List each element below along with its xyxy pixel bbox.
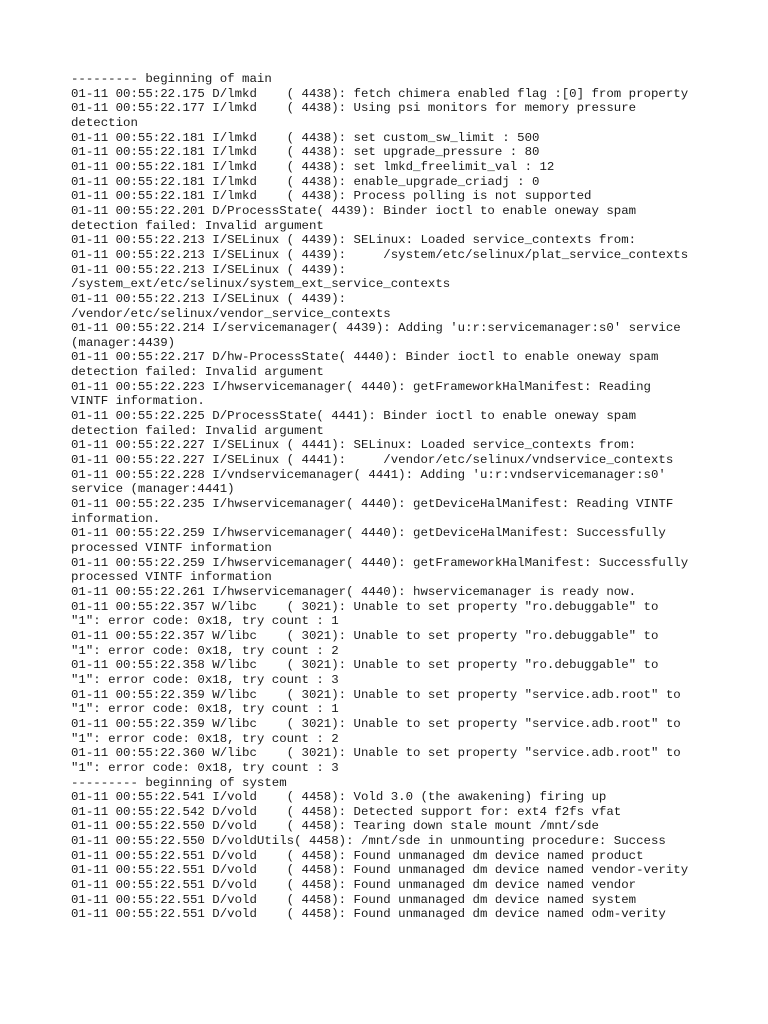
log-line: 01-11 00:55:22.181 I/lmkd ( 4438): set lmkd_freelimit_val : 12 bbox=[71, 159, 555, 174]
log-line: 01-11 00:55:22.227 I/SELinux ( 4441): SELinux: Loaded service_contexts from: bbox=[71, 438, 637, 453]
log-line: 01-11 00:55:22.357 W/libc ( 3021): Unable to set property "ro.debuggable" to bbox=[71, 599, 659, 614]
log-line: "1": error code: 0x18, try count : 2 bbox=[71, 731, 339, 746]
log-line: 01-11 00:55:22.217 D/hw-ProcessState( 4440): Binder ioctl to enable oneway spam bbox=[71, 350, 659, 365]
log-line: 01-11 00:55:22.551 D/vold ( 4458): Found unmanaged dm device named product bbox=[71, 848, 644, 863]
log-line: /vendor/etc/selinux/vendor_service_contexts bbox=[71, 306, 391, 321]
log-line: 01-11 00:55:22.357 W/libc ( 3021): Unable to set property "ro.debuggable" to bbox=[71, 628, 659, 643]
log-line: 01-11 00:55:22.551 D/vold ( 4458): Found unmanaged dm device named odm-verity bbox=[71, 907, 666, 922]
log-line: 01-11 00:55:22.213 I/SELinux ( 4439): bbox=[71, 262, 347, 277]
log-line: 01-11 00:55:22.228 I/vndservicemanager( 4441): Adding 'u:r:vndservicemanager:s0' bbox=[71, 467, 666, 482]
log-line: 01-11 00:55:22.550 D/voldUtils( 4458): /mnt/sde in unmounting procedure: Success bbox=[71, 834, 666, 849]
log-line: 01-11 00:55:22.181 I/lmkd ( 4438): enable_upgrade_criadj : 0 bbox=[71, 174, 540, 189]
log-line: (manager:4439) bbox=[71, 335, 176, 350]
log-line: 01-11 00:55:22.259 I/hwservicemanager( 4440): getDeviceHalManifest: Successfully bbox=[71, 526, 666, 541]
log-line: service (manager:4441) bbox=[71, 482, 235, 497]
log-line: 01-11 00:55:22.181 I/lmkd ( 4438): set upgrade_pressure : 80 bbox=[71, 145, 540, 160]
log-line: 01-11 00:55:22.359 W/libc ( 3021): Unable to set property "service.adb.root" to bbox=[71, 716, 681, 731]
log-line: 01-11 00:55:22.261 I/hwservicemanager( 4440): hwservicemanager is ready now. bbox=[71, 584, 637, 599]
log-line: 01-11 00:55:22.359 W/libc ( 3021): Unable to set property "service.adb.root" to bbox=[71, 687, 681, 702]
log-line: 01-11 00:55:22.541 I/vold ( 4458): Vold 3.0 (the awakening) firing up bbox=[71, 790, 607, 805]
log-line: processed VINTF information bbox=[71, 570, 272, 585]
log-line: --------- beginning of main bbox=[71, 72, 272, 86]
log-line: "1": error code: 0x18, try count : 1 bbox=[71, 614, 339, 629]
log-line: "1": error code: 0x18, try count : 3 bbox=[71, 760, 339, 775]
log-line: --------- beginning of system bbox=[71, 775, 287, 790]
log-line: 01-11 00:55:22.181 I/lmkd ( 4438): set custom_sw_limit : 500 bbox=[71, 130, 540, 145]
log-line: detection bbox=[71, 115, 138, 130]
log-line: information. bbox=[71, 511, 161, 526]
log-line: 01-11 00:55:22.235 I/hwservicemanager( 4440): getDeviceHalManifest: Reading VINTF bbox=[71, 497, 674, 512]
log-line: 01-11 00:55:22.550 D/vold ( 4458): Tearing down stale mount /mnt/sde bbox=[71, 819, 599, 834]
log-line: "1": error code: 0x18, try count : 2 bbox=[71, 643, 339, 658]
log-line: 01-11 00:55:22.227 I/SELinux ( 4441): /vendor/etc/selinux/vndservice_contexts bbox=[71, 453, 674, 468]
log-line: 01-11 00:55:22.551 D/vold ( 4458): Found unmanaged dm device named vendor-verity bbox=[71, 863, 689, 878]
log-line: 01-11 00:55:22.225 D/ProcessState( 4441): Binder ioctl to enable oneway spam bbox=[71, 409, 637, 424]
log-line: 01-11 00:55:22.551 D/vold ( 4458): Found unmanaged dm device named system bbox=[71, 892, 637, 907]
log-line: detection failed: Invalid argument bbox=[71, 365, 324, 380]
log-line: VINTF information. bbox=[71, 394, 205, 409]
log-line: "1": error code: 0x18, try count : 1 bbox=[71, 702, 339, 717]
log-line: /system_ext/etc/selinux/system_ext_service_contexts bbox=[71, 277, 451, 292]
log-line: 01-11 00:55:22.358 W/libc ( 3021): Unable to set property "ro.debuggable" to bbox=[71, 658, 659, 673]
log-line: 01-11 00:55:22.177 I/lmkd ( 4438): Using psi monitors for memory pressure bbox=[71, 101, 637, 116]
log-line: 01-11 00:55:22.213 I/SELinux ( 4439): SELinux: Loaded service_contexts from: bbox=[71, 233, 637, 248]
log-line: processed VINTF information bbox=[71, 541, 272, 555]
log-line: 01-11 00:55:22.213 I/SELinux ( 4439): /system/etc/selinux/plat_service_contexts bbox=[71, 247, 689, 262]
log-line: 01-11 00:55:22.181 I/lmkd ( 4438): Process polling is not supported bbox=[71, 189, 592, 204]
log-line: 01-11 00:55:22.213 I/SELinux ( 4439): bbox=[71, 291, 347, 306]
log-page bbox=[71, 72, 761, 922]
log-line: 01-11 00:55:22.551 D/vold ( 4458): Found unmanaged dm device named vendor bbox=[71, 878, 637, 893]
log-line: 01-11 00:55:22.175 D/lmkd ( 4438): fetch chimera enabled flag :[0] from property bbox=[71, 86, 689, 101]
log-line: 01-11 00:55:22.201 D/ProcessState( 4439): Binder ioctl to enable oneway spam bbox=[71, 203, 637, 218]
log-line: detection failed: Invalid argument bbox=[71, 423, 324, 438]
log-line: detection failed: Invalid argument bbox=[71, 218, 324, 233]
log-line: 01-11 00:55:22.223 I/hwservicemanager( 4440): getFrameworkHalManifest: Reading bbox=[71, 379, 651, 394]
log-line: "1": error code: 0x18, try count : 3 bbox=[71, 672, 339, 687]
log-line: 01-11 00:55:22.542 D/vold ( 4458): Detected support for: ext4 f2fs vfat bbox=[71, 804, 622, 819]
log-line: 01-11 00:55:22.259 I/hwservicemanager( 4440): getFrameworkHalManifest: Successfully bbox=[71, 555, 689, 570]
log-line: 01-11 00:55:22.214 I/servicemanager( 4439): Adding 'u:r:servicemanager:s0' service bbox=[71, 321, 681, 336]
log-line: 01-11 00:55:22.360 W/libc ( 3021): Unable to set property "service.adb.root" to bbox=[71, 746, 681, 761]
